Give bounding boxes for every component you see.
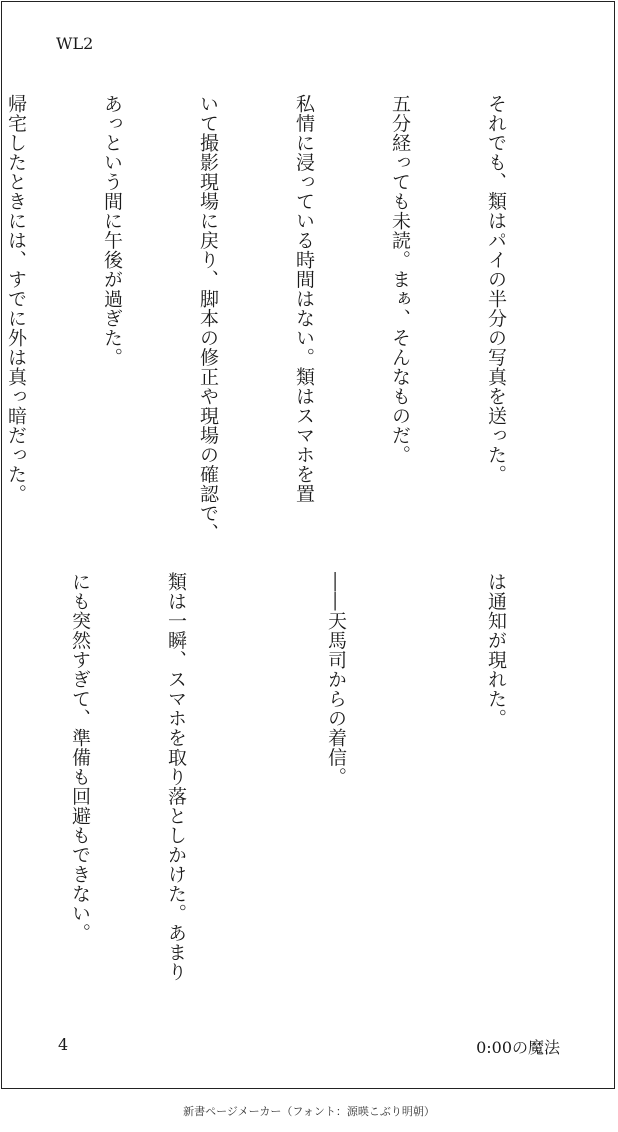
text-line: あっという間に午後が過ぎた。 xyxy=(101,94,123,367)
page-number: 4 xyxy=(58,1035,69,1054)
book-page xyxy=(1,1,615,1089)
text-block-top xyxy=(0,94,576,543)
text-block-bottom xyxy=(0,572,576,982)
text-line: 帰宅したときには、すでに外は真っ暗だった。 xyxy=(5,94,27,504)
text-line: ――天馬司からの着信。 xyxy=(325,572,347,787)
book-title: 0:00の魔法 xyxy=(476,1038,560,1057)
footer-credit: 新書ページメーカー（フォント：源暎こぶり明朝） xyxy=(183,1105,435,1118)
chapter-header: WL2 xyxy=(56,34,94,53)
text-line: 五分経っても未読。まぁ、そんなものだ。 xyxy=(389,94,411,465)
text-line: 私情に浸っている時間はない。類はスマホを置 xyxy=(293,94,315,504)
text-line: は通知が現れた。 xyxy=(485,572,507,728)
text-line: にも突然すぎて、準備も回避もできない。 xyxy=(69,572,91,943)
text-line: それでも、類はパイの半分の写真を送った。 xyxy=(485,94,507,484)
text-line: 類は一瞬、スマホを取り落としかけた。あまり xyxy=(165,572,187,982)
text-line: いて撮影現場に戻り、脚本の修正や現場の確認で、 xyxy=(197,94,219,543)
